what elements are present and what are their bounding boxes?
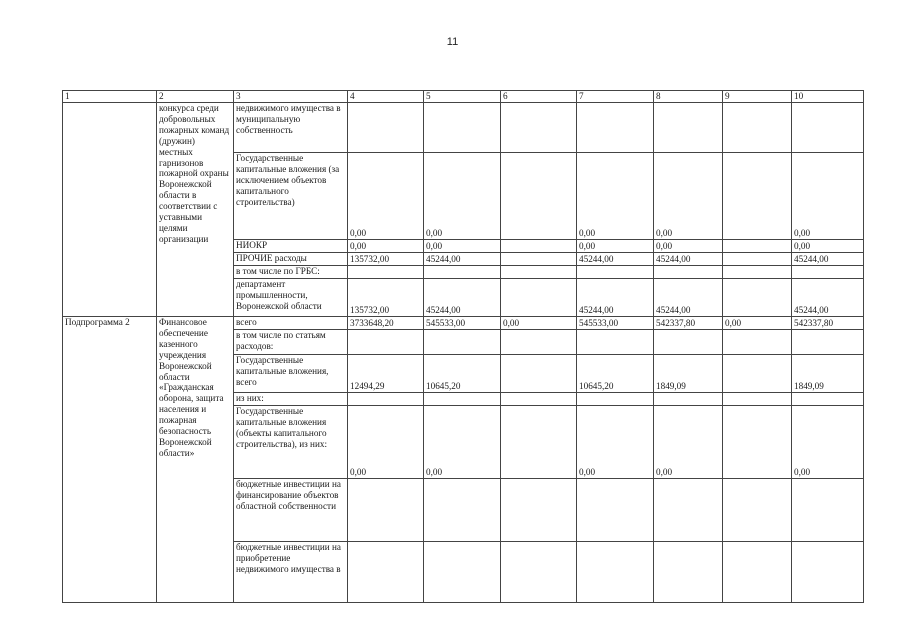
value-cell: 0,00 — [723, 317, 792, 330]
value-cell — [723, 355, 792, 393]
row-label: НИОКР — [234, 240, 348, 253]
header-cell: 9 — [723, 91, 792, 103]
value-cell — [792, 330, 864, 355]
value-cell — [723, 103, 792, 153]
value-cell — [792, 266, 864, 279]
value-cell — [577, 542, 654, 603]
value-cell — [501, 479, 577, 542]
value-cell: 542337,80 — [792, 317, 864, 330]
value-cell: 0,00 — [348, 406, 424, 479]
group2-col1-cell: Подпрограмма 2 — [63, 317, 157, 603]
value-cell — [723, 253, 792, 266]
value-cell: 135732,00 — [348, 253, 424, 266]
value-cell — [577, 266, 654, 279]
value-cell — [424, 479, 501, 542]
row-label: бюджетные инвестиции на финансирование объектов областной собственности — [234, 479, 348, 542]
value-cell: 0,00 — [792, 240, 864, 253]
value-cell: 0,00 — [424, 406, 501, 479]
value-cell: 0,00 — [654, 153, 723, 240]
header-cell: 3 — [234, 91, 348, 103]
value-cell — [654, 542, 723, 603]
value-cell — [792, 103, 864, 153]
value-cell: 10645,20 — [577, 355, 654, 393]
value-cell — [723, 406, 792, 479]
group1-description-cell: конкурса среди добровольных пожарных команд (дружин) местных гарнизонов пожарной охраны Воронежской области в соответствии с уставными целями организации — [157, 103, 234, 317]
budget-table — [62, 90, 864, 603]
table-row — [63, 103, 864, 153]
value-cell — [723, 240, 792, 253]
value-cell: 0,00 — [654, 240, 723, 253]
header-cell: 2 — [157, 91, 234, 103]
value-cell: 45244,00 — [654, 253, 723, 266]
value-cell — [792, 479, 864, 542]
header-cell: 6 — [501, 91, 577, 103]
value-cell — [577, 393, 654, 406]
header-row — [63, 91, 864, 103]
value-cell — [501, 330, 577, 355]
value-cell — [501, 393, 577, 406]
value-cell — [723, 393, 792, 406]
value-cell: 45244,00 — [792, 279, 864, 317]
value-cell — [501, 355, 577, 393]
value-cell — [348, 542, 424, 603]
value-cell — [501, 279, 577, 317]
value-cell: 545533,00 — [577, 317, 654, 330]
row-label: недвижимого имущества в муниципальную собственность — [234, 103, 348, 153]
value-cell — [424, 266, 501, 279]
value-cell: 45244,00 — [654, 279, 723, 317]
value-cell — [348, 393, 424, 406]
value-cell: 545533,00 — [424, 317, 501, 330]
value-cell — [501, 266, 577, 279]
value-cell: 0,00 — [654, 406, 723, 479]
value-cell — [654, 266, 723, 279]
value-cell — [577, 479, 654, 542]
value-cell — [723, 266, 792, 279]
header-cell: 10 — [792, 91, 864, 103]
value-cell — [654, 393, 723, 406]
value-cell — [501, 103, 577, 153]
value-cell — [424, 393, 501, 406]
value-cell — [501, 406, 577, 479]
value-cell: 542337,80 — [654, 317, 723, 330]
value-cell: 0,00 — [792, 406, 864, 479]
row-label: Государственные капитальные вложения (объекты капитального строительства), из них: — [234, 406, 348, 479]
group1-col1-cell — [63, 103, 157, 317]
value-cell: 135732,00 — [348, 279, 424, 317]
value-cell — [501, 153, 577, 240]
value-cell: 3733648,20 — [348, 317, 424, 330]
value-cell — [424, 542, 501, 603]
value-cell — [501, 240, 577, 253]
row-label: бюджетные инвестиции на приобретение недвижимого имущества в — [234, 542, 348, 603]
value-cell: 0,00 — [577, 406, 654, 479]
row-label: всего — [234, 317, 348, 330]
value-cell: 1849,09 — [792, 355, 864, 393]
row-label: департамент промышленности, Воронежской области — [234, 279, 348, 317]
table-row — [63, 317, 864, 330]
value-cell: 0,00 — [424, 240, 501, 253]
value-cell: 0,00 — [501, 317, 577, 330]
value-cell: 12494,29 — [348, 355, 424, 393]
header-cell: 5 — [424, 91, 501, 103]
header-cell: 7 — [577, 91, 654, 103]
group2-description-cell: Финансовое обеспечение казенного учреждения Воронежской области «Гражданская оборона, защита населения и пожарная безопасность Воронежской области» — [157, 317, 234, 603]
row-label: в том числе по статьям расходов: — [234, 330, 348, 355]
value-cell — [577, 103, 654, 153]
value-cell: 1849,09 — [654, 355, 723, 393]
value-cell: 45244,00 — [577, 279, 654, 317]
row-label: ПРОЧИЕ расходы — [234, 253, 348, 266]
value-cell — [501, 542, 577, 603]
value-cell: 10645,20 — [424, 355, 501, 393]
value-cell — [424, 330, 501, 355]
row-label: Государственные капитальные вложения (за исключением объектов капитального строительства) — [234, 153, 348, 240]
value-cell — [348, 266, 424, 279]
header-cell: 4 — [348, 91, 424, 103]
value-cell — [348, 103, 424, 153]
value-cell — [348, 479, 424, 542]
value-cell: 0,00 — [577, 240, 654, 253]
value-cell — [654, 479, 723, 542]
value-cell: 45244,00 — [577, 253, 654, 266]
value-cell — [654, 330, 723, 355]
value-cell — [577, 330, 654, 355]
value-cell — [792, 393, 864, 406]
value-cell — [348, 330, 424, 355]
value-cell — [723, 479, 792, 542]
value-cell — [723, 279, 792, 317]
value-cell: 0,00 — [577, 153, 654, 240]
value-cell — [723, 542, 792, 603]
value-cell: 0,00 — [424, 153, 501, 240]
value-cell — [501, 253, 577, 266]
value-cell: 0,00 — [348, 240, 424, 253]
value-cell — [723, 330, 792, 355]
value-cell: 45244,00 — [424, 253, 501, 266]
page-number: 11 — [446, 36, 459, 48]
row-label: Государственные капитальные вложения, всего — [234, 355, 348, 393]
value-cell — [654, 103, 723, 153]
value-cell: 45244,00 — [792, 253, 864, 266]
row-label: из них: — [234, 393, 348, 406]
row-label: в том числе по ГРБС: — [234, 266, 348, 279]
value-cell: 0,00 — [792, 153, 864, 240]
value-cell: 45244,00 — [424, 279, 501, 317]
header-cell: 8 — [654, 91, 723, 103]
value-cell — [723, 153, 792, 240]
value-cell: 0,00 — [348, 153, 424, 240]
value-cell — [424, 103, 501, 153]
value-cell — [792, 542, 864, 603]
header-cell: 1 — [63, 91, 157, 103]
